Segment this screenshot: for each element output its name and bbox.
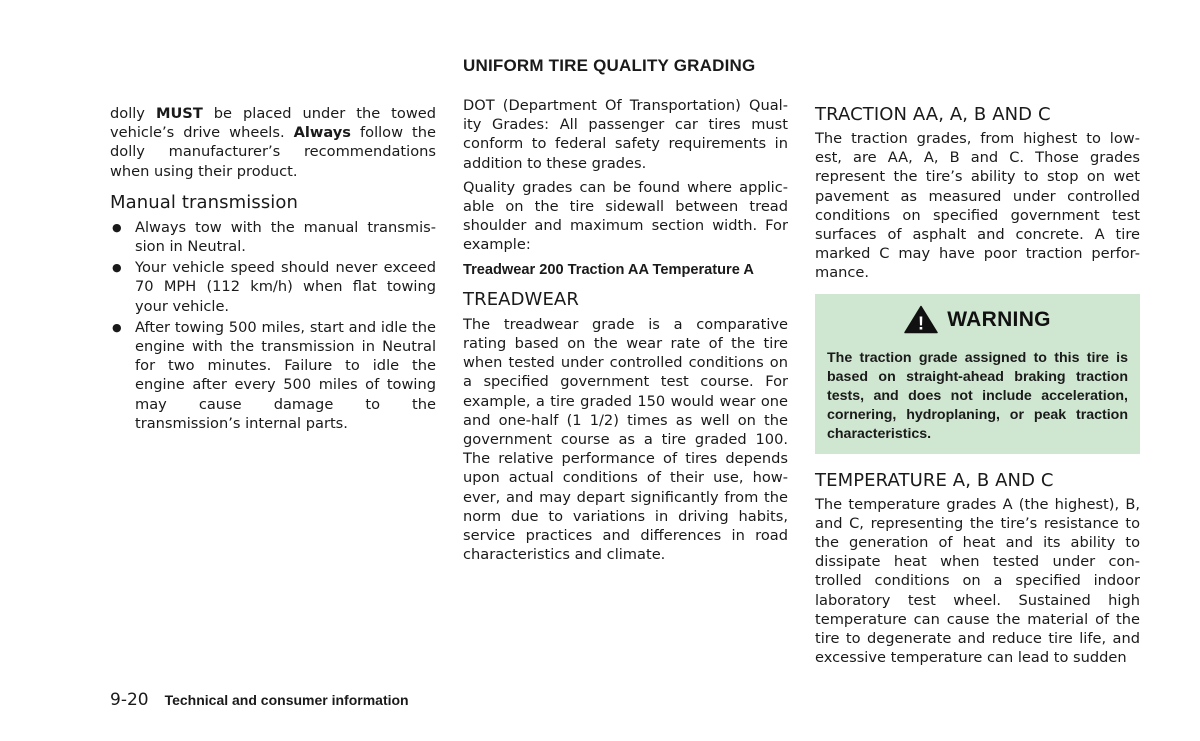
manual-transmission-heading: Manual transmission [110,191,299,213]
intro-bold-must: MUST [155,105,203,122]
warning-triangle-icon [904,305,938,334]
list-item-text: Always tow with the manual transmis-sion in Neutral. [135,218,436,256]
grade-example: Treadwear 200 Traction AA Temperature A [463,261,754,278]
section-title: Technical and consumer information [164,692,409,708]
bullet-icon: ● [112,220,122,234]
right-column [815,104,1140,667]
temperature-heading: TEMPERATURE A, B AND C [815,469,1054,491]
treadwear-paragraph: The treadwear grade is a comparative rating based on the wear rate of the tire when tested under controlled conditions on a specified government test course. For example, a tire graded 150 would wear one and one-half (1 1/2) times as well on the government course as a tire graded 100. The relative performance of tires depends upon actual conditions of their use, how-ever, and may depart significantly from the norm due to variations in driving habits, service practices and differences in road characteristics and climate. [463,315,788,564]
list-item [110,258,436,316]
intro-bold-always: Always [293,124,351,142]
warning-text: The traction grade assigned to this tire is based on straight-ahead braking traction tests, and does not include acceleration, cornering, hydroplaning, or peak traction characteristics. [827,349,1128,442]
towing-dolly-paragraph [110,104,436,181]
traction-paragraph: The traction grades, from highest to low-est, are AA, A, B and C. Those grades represent the tire’s ability to stop on wet pavement as measured under controlled conditions on specified government test surfaces of asphalt and concrete. A tire marked C may have poor traction perfor-mance. [815,130,1140,282]
bullet-icon: ● [112,261,122,275]
warning-title: WARNING [947,307,1051,331]
page-footer [110,690,409,710]
warning-header [827,305,1128,334]
middle-column [463,96,788,564]
warning-box [815,294,1140,454]
page-header: UNIFORM TIRE QUALITY GRADING [463,56,756,75]
quality-grades-paragraph: Quality grades can be found where applic-able on the tire sidewall between tread shoulder and maximum section width. For example: [463,178,788,254]
temperature-paragraph: The temperature grades A (the highest), B, and C, representing the tire’s resistance to the generation of heat and its ability to dissipate heat when tested under con-trolled conditions on a specified indoor laboratory test wheel. Sustained high temperature can cause the material of the tire to degenerate and reduce tire life, and excessive temperature can lead to sudden [815,495,1140,667]
dot-grades-paragraph: DOT (Department Of Transportation) Qual-ity Grades: All passenger car tires must conform to federal safety requirements in addition to these grades. [463,97,788,172]
intro-text-1: dolly [110,105,156,122]
list-item [110,218,436,256]
warning-symbol: ! [918,313,925,334]
page-number: 9-20 [110,690,149,710]
treadwear-heading: TREADWEAR [463,288,579,310]
intro-text-3: follow the dolly manufacturer’s recommendations when using their product. [110,124,436,180]
list-item-text: Your vehicle speed should never exceed 70 MPH (112 km/h) when flat towing your vehicle. [135,259,436,315]
list-item [110,318,436,433]
traction-heading: TRACTION AA, A, B AND C [815,104,1051,125]
left-column [110,104,436,435]
manual-transmission-list [110,218,436,433]
intro-text-2: be placed under the towed vehicle’s drive wheels. [110,105,437,142]
list-item-text: After towing 500 miles, start and idle the engine with the transmission in Neutral for two minutes. Failure to idle the engine after every 500 miles of towing may cause damage to the transmission’s internal parts. [135,318,436,432]
bullet-icon: ● [112,320,122,334]
